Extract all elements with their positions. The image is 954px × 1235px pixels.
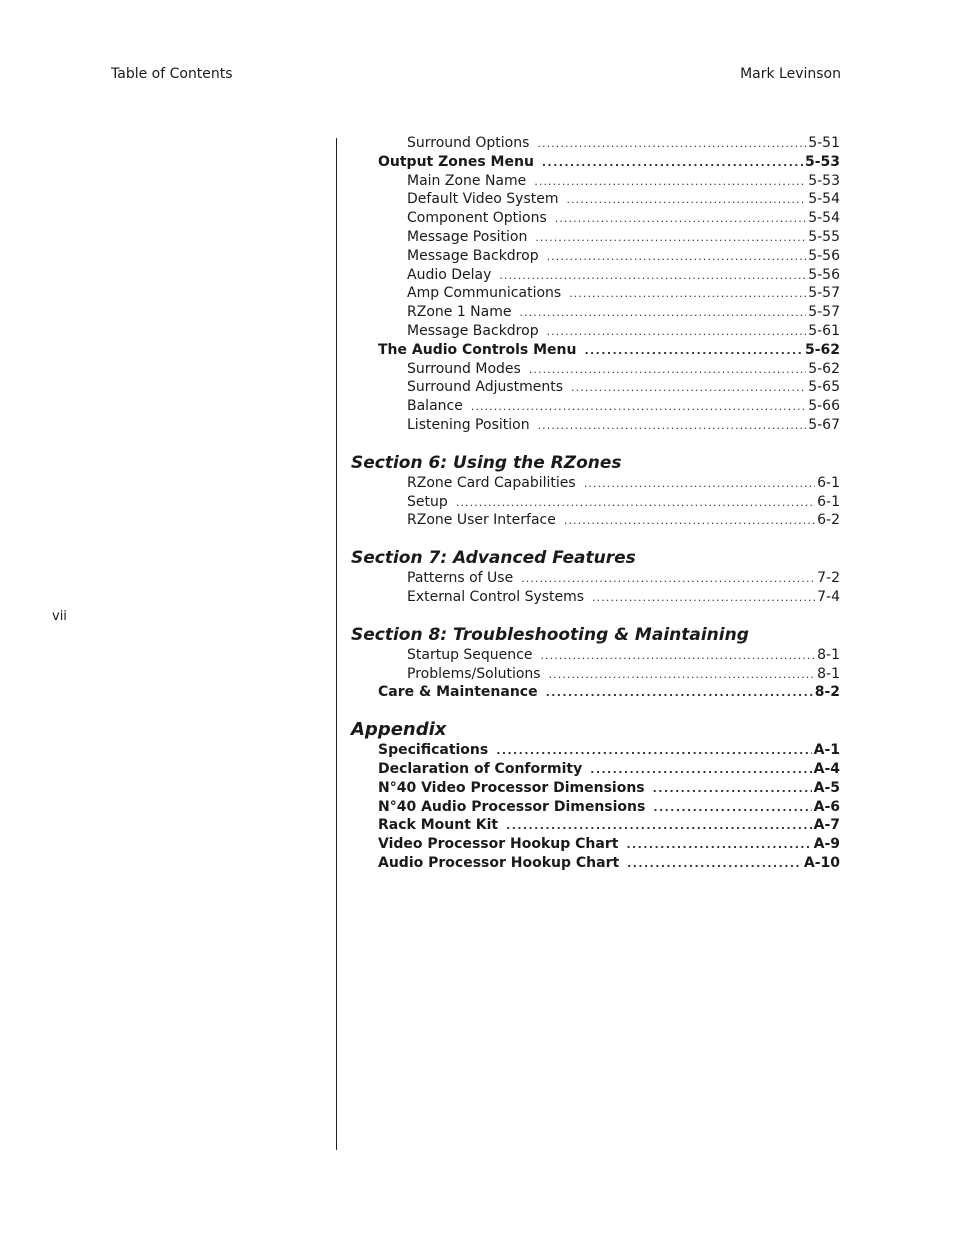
- dot-leader: [540, 646, 815, 666]
- toc-entry-label: Startup Sequence: [407, 646, 533, 663]
- toc-entry[interactable]: [351, 416, 840, 435]
- dot-leader: [471, 397, 806, 417]
- toc-entry-label: Patterns of Use: [407, 570, 514, 587]
- dot-leader: [538, 416, 807, 436]
- dot-leader: [555, 209, 806, 229]
- dot-leader: [564, 511, 815, 531]
- toc-entry-page: 7-4: [817, 588, 840, 605]
- dot-leader: [549, 665, 816, 685]
- toc-entry-page: 5-66: [808, 398, 840, 415]
- toc-entry[interactable]: [351, 588, 840, 607]
- dot-leader: [521, 569, 815, 589]
- toc-entry-label: Output Zones Menu: [378, 153, 534, 170]
- toc-entry-label: The Audio Controls Menu: [378, 341, 577, 358]
- toc-entry[interactable]: [351, 741, 840, 760]
- toc-entry-label: External Control Systems: [407, 588, 585, 605]
- section-heading[interactable]: Section 7: Advanced Features: [351, 548, 636, 569]
- toc-entry-page: A-10: [803, 854, 840, 871]
- toc-entry-label: Message Backdrop: [407, 247, 539, 264]
- toc-entry[interactable]: [351, 322, 840, 341]
- toc-entry[interactable]: [351, 474, 840, 493]
- toc-entry-page: 5-61: [808, 322, 840, 339]
- toc-entry-label: N°40 Video Processor Dimensions: [378, 779, 645, 796]
- toc-entry[interactable]: [351, 854, 840, 873]
- toc-entry-label: Rack Mount Kit: [378, 817, 499, 834]
- toc-entry-page: 5-62: [808, 360, 840, 377]
- dot-leader: [496, 741, 811, 761]
- toc-entry[interactable]: [351, 266, 840, 285]
- toc-entry-page: 5-54: [808, 191, 840, 208]
- dot-leader: [569, 284, 806, 304]
- toc-entry-label: Surround Modes: [407, 360, 521, 377]
- toc-entry-page: A-6: [813, 798, 840, 815]
- toc-entry-page: 8-1: [817, 646, 840, 663]
- running-header-brand: Mark Levinson: [740, 66, 841, 82]
- dot-leader: [627, 854, 802, 874]
- section-heading[interactable]: Appendix: [351, 719, 447, 741]
- toc-entry-page: 6-2: [817, 512, 840, 529]
- toc-entry[interactable]: [351, 303, 840, 322]
- toc-entry-label: Problems/Solutions: [407, 665, 541, 682]
- toc-entry-page: 5-57: [808, 304, 840, 321]
- toc-entry[interactable]: [351, 798, 840, 817]
- dot-leader: [537, 134, 806, 154]
- toc-entry-label: Message Backdrop: [407, 322, 539, 339]
- toc-entry-page: 5-53: [804, 153, 840, 170]
- dot-leader: [534, 172, 806, 192]
- dot-leader: [653, 798, 811, 818]
- toc-entry-label: Balance: [407, 398, 463, 415]
- dot-leader: [653, 779, 812, 799]
- toc-entry-page: 8-1: [817, 665, 840, 682]
- dot-leader: [499, 266, 806, 286]
- dot-leader: [590, 760, 811, 780]
- dot-leader: [519, 303, 806, 323]
- toc-entry[interactable]: [351, 172, 840, 191]
- toc-entry-label: Message Position: [407, 228, 528, 245]
- toc-entry-page: 5-53: [808, 172, 840, 189]
- dot-leader: [547, 247, 807, 267]
- toc-entry-page: A-5: [813, 779, 840, 796]
- toc-entry-label: Specifications: [378, 742, 489, 759]
- toc-entry[interactable]: [351, 835, 840, 854]
- toc-entry-label: Amp Communications: [407, 285, 562, 302]
- toc-entry[interactable]: [351, 760, 840, 779]
- toc-entry-page: 5-62: [804, 341, 840, 358]
- table-of-contents: [351, 134, 840, 873]
- toc-entry[interactable]: [351, 190, 840, 209]
- toc-entry-label: RZone Card Capabilities: [407, 474, 576, 491]
- toc-entry-label: Component Options: [407, 210, 547, 227]
- page-number: vii: [52, 609, 67, 624]
- toc-entry-label: Listening Position: [407, 416, 530, 433]
- toc-entry-page: 5-56: [808, 247, 840, 264]
- toc-entry[interactable]: [351, 284, 840, 303]
- dot-leader: [535, 228, 806, 248]
- toc-entry[interactable]: [351, 341, 840, 360]
- column-divider: [336, 138, 337, 1150]
- toc-entry-label: Audio Processor Hookup Chart: [378, 854, 620, 871]
- toc-entry[interactable]: [351, 360, 840, 379]
- dot-leader: [592, 588, 815, 608]
- toc-entry-label: Care & Maintenance: [378, 684, 538, 701]
- toc-entry[interactable]: [351, 134, 840, 153]
- dot-leader: [571, 378, 806, 398]
- toc-entry[interactable]: [351, 247, 840, 266]
- toc-entry[interactable]: [351, 228, 840, 247]
- toc-entry-page: 7-2: [817, 570, 840, 587]
- toc-entry-label: Declaration of Conformity: [378, 760, 583, 777]
- toc-entry-label: Surround Adjustments: [407, 379, 564, 396]
- toc-entry-label: N°40 Audio Processor Dimensions: [378, 798, 646, 815]
- toc-entry-page: 5-56: [808, 266, 840, 283]
- toc-entry[interactable]: [351, 493, 840, 512]
- toc-entry[interactable]: [351, 209, 840, 228]
- toc-entry[interactable]: [351, 511, 840, 530]
- dot-leader: [456, 493, 815, 513]
- toc-entry-page: 5-51: [808, 135, 840, 151]
- toc-entry-label: RZone User Interface: [407, 512, 556, 529]
- dot-leader: [506, 816, 812, 836]
- toc-entry-page: 5-57: [808, 285, 840, 302]
- toc-entry[interactable]: [351, 646, 840, 665]
- toc-entry-page: 5-54: [808, 210, 840, 227]
- dot-leader: [546, 683, 813, 703]
- dot-leader: [566, 190, 806, 210]
- toc-entry-page: 5-67: [808, 416, 840, 433]
- toc-entry-page: 5-55: [808, 228, 840, 245]
- dot-leader: [529, 360, 806, 380]
- toc-entry[interactable]: [351, 816, 840, 835]
- toc-entry-label: RZone 1 Name: [407, 304, 512, 321]
- toc-entry-page: 6-1: [817, 474, 840, 491]
- toc-entry-label: Audio Delay: [407, 266, 492, 283]
- toc-entry-label: Video Processor Hookup Chart: [378, 836, 619, 853]
- running-header-title: Table of Contents: [111, 66, 233, 82]
- dot-leader: [626, 835, 811, 855]
- toc-entry-label: Main Zone Name: [407, 172, 527, 189]
- toc-entry-page: A-4: [813, 760, 840, 777]
- dot-leader: [584, 474, 815, 494]
- dot-leader: [542, 153, 803, 173]
- toc-entry[interactable]: [351, 397, 840, 416]
- toc-entry[interactable]: [351, 665, 840, 684]
- toc-entry-page: A-7: [813, 817, 840, 834]
- toc-entry-page: A-1: [813, 742, 840, 759]
- toc-entry-page: 6-1: [817, 493, 840, 510]
- toc-entry-label: Default Video System: [407, 191, 559, 208]
- toc-entry-page: 8-2: [814, 684, 840, 701]
- toc-entry[interactable]: [351, 153, 840, 172]
- dot-leader: [584, 341, 803, 361]
- toc-entry[interactable]: [351, 779, 840, 798]
- toc-entry[interactable]: [351, 683, 840, 702]
- toc-entry-page: 5-65: [808, 379, 840, 396]
- toc-entry[interactable]: [351, 569, 840, 588]
- toc-entry-label: Surround Options: [407, 135, 530, 151]
- toc-entry-page: A-9: [813, 836, 840, 853]
- section-heading[interactable]: Section 6: Using the RZones: [351, 452, 622, 473]
- dot-leader: [547, 322, 807, 342]
- toc-entry[interactable]: [351, 378, 840, 397]
- section-heading[interactable]: Section 8: Troubleshooting & Maintaining: [351, 624, 749, 645]
- toc-entry-label: Setup: [407, 493, 448, 510]
